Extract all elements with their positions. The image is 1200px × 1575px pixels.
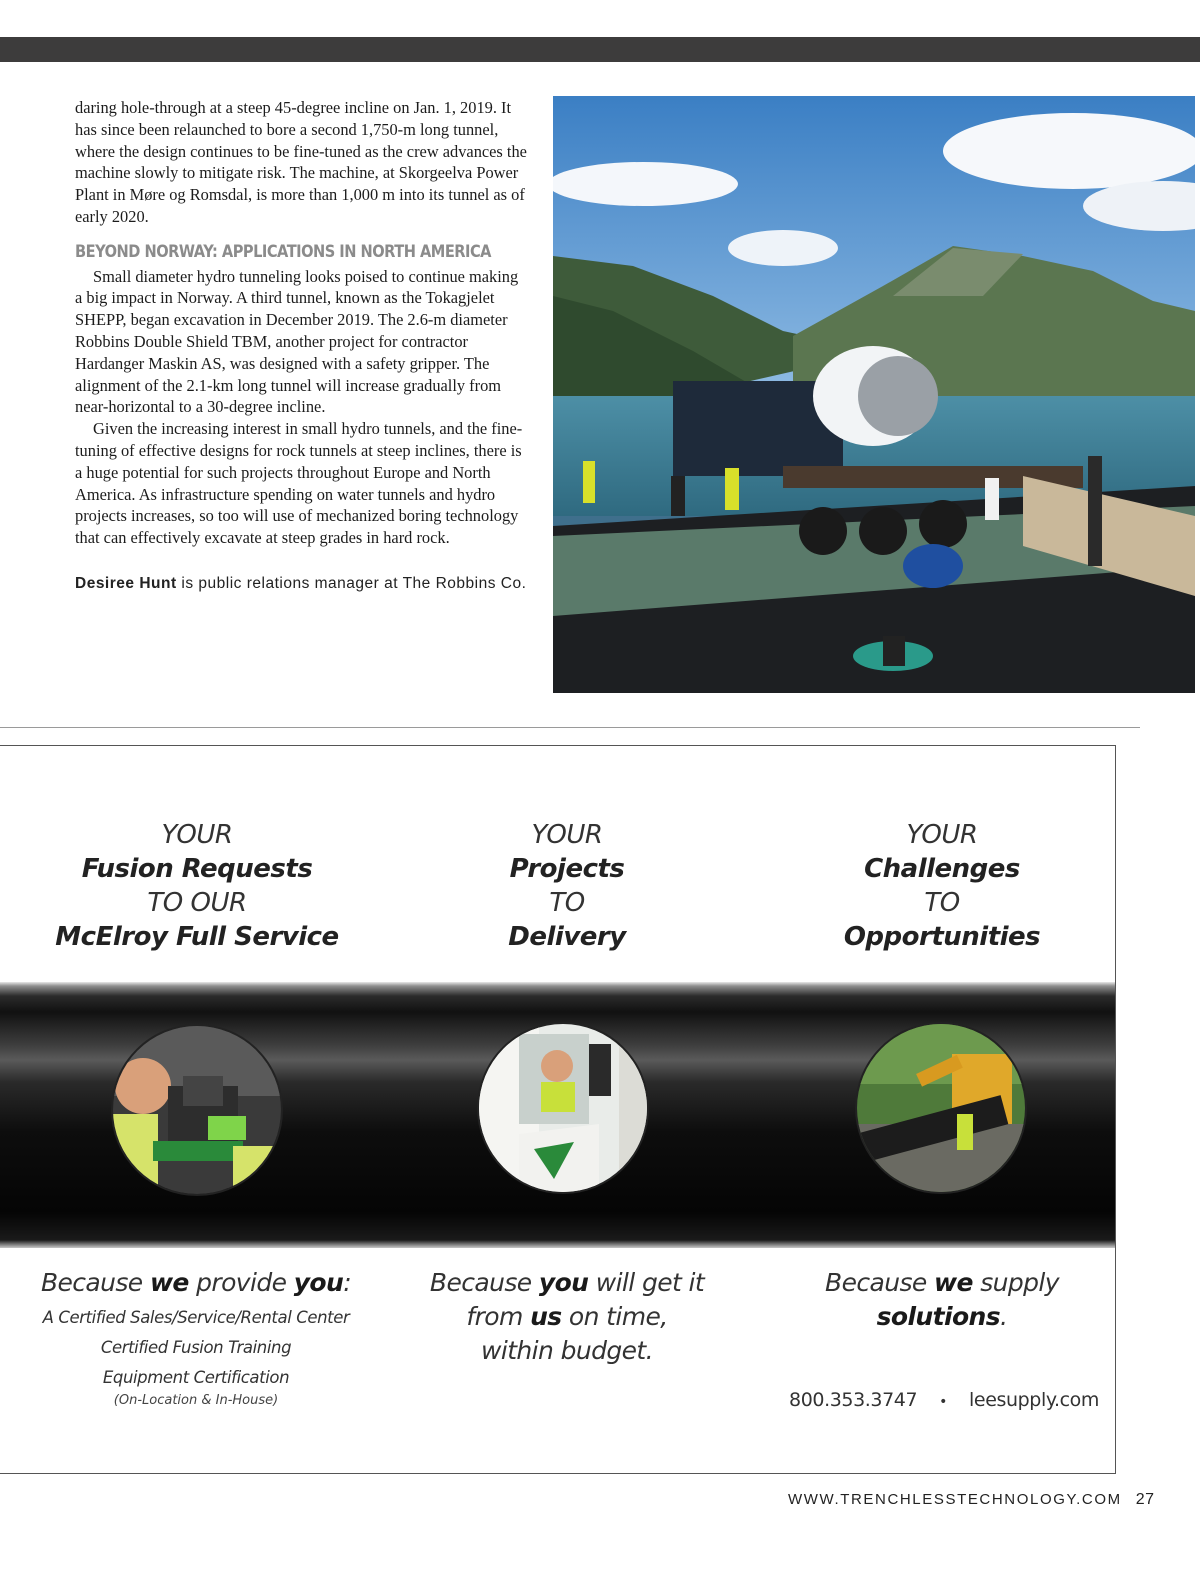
because-text: provide — [188, 1268, 294, 1297]
because-emphasis: we — [934, 1268, 973, 1297]
because-text: Because — [429, 1268, 539, 1297]
because-provide-block — [21, 1266, 371, 1409]
service-item: A Certified Sales/Service/Rental Center — [42, 1308, 350, 1327]
because-text: supply — [972, 1268, 1059, 1297]
because-text: . — [1000, 1302, 1008, 1331]
because-delivery-line: within budget. — [481, 1336, 653, 1365]
article-intro-paragraph: daring hole-through at a steep 45-degree incline on Jan. 1, 2019. It has since been relaunched to bore a second 1,750-m long tunnel, where the design continues to be fine-tuned as the crew advances the machine slowly to mitigate risk. The machine, at Skorgeelva Power Plant in Møre og Romsdal, is more than 1,000 m into its tunnel as of early 2020. — [75, 98, 527, 226]
ad-column-line: Opportunities — [843, 922, 1041, 952]
separator-dot: • — [939, 1394, 948, 1410]
because-delivery-line — [397, 1300, 737, 1334]
ad-column-challenges — [762, 818, 1116, 954]
because-emphasis: us — [530, 1302, 562, 1331]
author-bio — [75, 571, 527, 596]
ad-column-line: McElroy Full Service — [55, 922, 339, 952]
delivery-truck-photo — [477, 1022, 649, 1194]
section-divider — [0, 727, 1140, 728]
because-text: from — [466, 1302, 531, 1331]
ad-column-line: YOUR — [161, 820, 233, 850]
tbm-barge-photo — [553, 96, 1195, 693]
pipe-banner — [0, 982, 1116, 1248]
page-footer — [788, 1491, 1155, 1509]
contact-info — [789, 1389, 1099, 1411]
ad-column-line: YOUR — [531, 820, 603, 850]
because-text: will get it — [588, 1268, 705, 1297]
because-solutions-block — [772, 1266, 1112, 1334]
because-provide-line — [21, 1266, 371, 1300]
author-name: Desiree Hunt — [75, 574, 177, 592]
ad-column-projects — [387, 818, 747, 954]
because-delivery-block — [397, 1266, 737, 1368]
ad-column-line: Projects — [509, 854, 625, 884]
ad-column-line: Challenges — [864, 854, 1020, 884]
because-text: on time, — [561, 1302, 668, 1331]
service-item: Equipment Certification — [102, 1368, 290, 1387]
because-emphasis: we — [149, 1268, 189, 1297]
ad-column-fusion — [17, 818, 377, 954]
page-number: 27 — [1135, 1491, 1155, 1508]
section-heading: BEYOND NORWAY: APPLICATIONS IN NORTH AMERICA — [75, 241, 491, 262]
because-solutions-line — [772, 1300, 1112, 1334]
because-emphasis: you — [293, 1268, 344, 1297]
because-delivery-line — [397, 1266, 737, 1300]
excavator-pipe-photo — [855, 1022, 1027, 1194]
footer-site[interactable]: WWW.TRENCHLESSTECHNOLOGY.COM — [788, 1491, 1122, 1508]
website-link[interactable]: leesupply.com — [969, 1389, 1099, 1411]
ad-column-line: Delivery — [508, 922, 626, 952]
ad-column-line: YOUR — [906, 820, 978, 850]
because-text: : — [343, 1268, 352, 1297]
ad-column-line: Fusion Requests — [81, 854, 313, 884]
photo-illustration — [553, 96, 1195, 693]
ad-column-line: TO — [549, 888, 585, 918]
article-paragraph: Given the increasing interest in small hydro tunnels, and the fine-tuning of effective designs for rock tunnels at steep inclines, there is a huge potential for such projects throughout Europe and North America. As infrastructure spending on water tunnels and hydro projects increases, so too will use of mechanized boring technology that can effectively excavate at steep grades in hard rock. — [75, 419, 523, 548]
article-paragraph: Small diameter hydro tunneling looks poised to continue making a big impact in Norway. A third tunnel, known as the Tokagjelet SHEPP, began excavation in December 2019. The 2.6-m diameter Robbins Double Shield TBM, another project for contractor Hardanger Maskin AS, was designed with a safety gripper. The alignment of the 2.1-km long tunnel will increase gradually from near-horizontal to a 30-degree incline. — [75, 266, 519, 417]
because-text: Because — [825, 1268, 935, 1297]
because-solutions-line — [772, 1266, 1112, 1300]
because-emphasis: you — [538, 1268, 589, 1297]
because-text: Because — [40, 1268, 150, 1297]
phone-number: 800.353.3747 — [789, 1389, 918, 1411]
lee-supply-advertisement — [0, 745, 1116, 1474]
article-column — [75, 97, 527, 596]
because-emphasis: solutions — [876, 1302, 1001, 1331]
header-bar — [0, 37, 1200, 62]
fusion-machine-photo — [111, 1024, 283, 1196]
service-item: Certified Fusion Training — [100, 1338, 292, 1357]
ad-column-line: TO — [924, 888, 960, 918]
ad-column-line: TO OUR — [147, 888, 247, 918]
author-role: is public relations manager at The Robbins Co. — [176, 574, 527, 592]
service-note: (On-Location & In-House) — [113, 1393, 279, 1408]
